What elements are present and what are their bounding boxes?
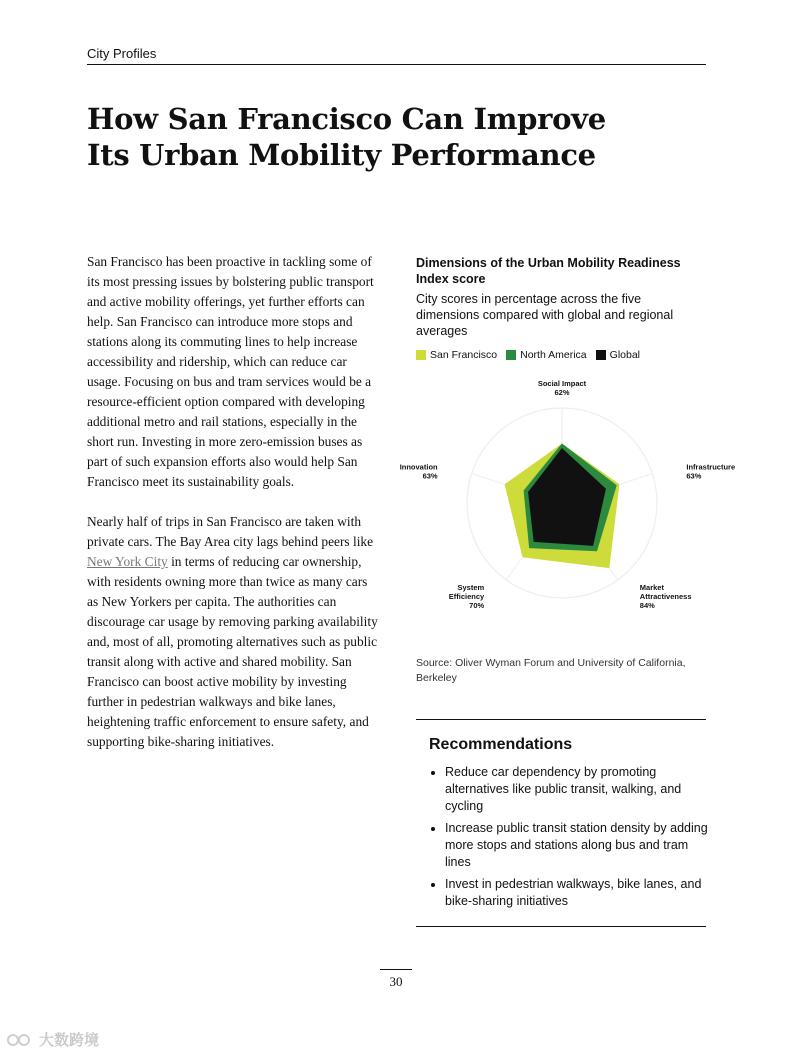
radar-category-label bbox=[449, 583, 485, 610]
radar-category-label-line: System bbox=[457, 582, 485, 592]
section-header: City Profiles bbox=[87, 46, 706, 65]
radar-category-label-line: Innovation bbox=[399, 462, 438, 472]
radar-category-label-line: Market bbox=[639, 582, 664, 592]
watermark-text: 大数跨境 bbox=[39, 1032, 100, 1049]
body-paragraph-2-tail: in terms of reducing car ownership, with residents owning more than twice as many cars as New Yorkers per capita. The authorities can discourage car usage by removing parking availability and, most of all, promoting alternatives such as public transit along with active and shared mobility. San Francisco can boost active mobility by investing further in pedestrian walkways and bike lanes, heightening traffic enforcement to ensure safety, and supporting bike-sharing initiatives. bbox=[87, 554, 378, 749]
body-paragraph-2-lead: Nearly half of trips in San Francisco are taken with private cars. The Bay Area city lags behind peers like bbox=[87, 514, 374, 549]
legend-swatch-global bbox=[596, 350, 606, 360]
radar-category-label-line: 70% bbox=[469, 600, 485, 610]
page-title-line-2: Its Urban Mobility Performance bbox=[87, 138, 596, 172]
radar-chart bbox=[399, 379, 736, 630]
watermark bbox=[6, 1029, 99, 1050]
recommendations-list bbox=[429, 764, 715, 915]
legend-item-global bbox=[596, 349, 640, 361]
recommendation-item: • Reduce car dependency by promoting alternatives like public transit, walking, and cycling bbox=[445, 764, 715, 815]
body-paragraph-1: San Francisco has been proactive in tackling some of its most pressing issues by bolstering public transport and active mobility offerings, yet further efforts can help. San Francisco can introduce more stops and stations along its commuting lines to help increase accessibility and ridership, which can reduce car usage. Focusing on bus and tram services would be a resource-efficient option compared with developing additional metro and rail stations, especially in the short run. Investing in more zero-emission buses as part of such expansion efforts also would help San Francisco meet its sustainability goals. bbox=[87, 254, 374, 489]
radar-category-label-line: 63% bbox=[686, 471, 702, 481]
legend-item-san-francisco bbox=[416, 349, 497, 361]
radar-category-label-line: Efficiency bbox=[448, 591, 485, 601]
radar-category-label bbox=[686, 463, 735, 481]
page-number: 30 bbox=[380, 969, 412, 990]
legend-swatch-san-francisco bbox=[416, 350, 426, 360]
body-text bbox=[87, 252, 379, 772]
recommendation-item: • Invest in pedestrian walkways, bike lanes, and bike-sharing initiatives bbox=[445, 876, 715, 910]
radar-category-label-line: 63% bbox=[422, 471, 438, 481]
legend-label-north-america: North America bbox=[520, 349, 587, 361]
radar-category-label-line: 84% bbox=[639, 600, 655, 610]
body-paragraph-2 bbox=[87, 512, 379, 752]
legend-label-san-francisco: San Francisco bbox=[430, 349, 498, 361]
radar-category-label bbox=[538, 379, 587, 397]
watermark-logo-icon bbox=[6, 1032, 36, 1048]
legend-swatch-north-america bbox=[506, 350, 516, 360]
chart-subtitle: City scores in percentage across the five dimensions compared with global and regional averages bbox=[416, 292, 674, 338]
recommendations-title: Recommendations bbox=[429, 736, 573, 753]
radar-category-label-line: Social Impact bbox=[537, 379, 587, 388]
recommendations-box bbox=[416, 719, 706, 927]
page-title-line-1: How San Francisco Can Improve bbox=[87, 102, 606, 136]
legend-label-global: Global bbox=[609, 349, 641, 361]
chart-title: Dimensions of the Urban Mobility Readiness Index score bbox=[416, 256, 681, 286]
radar-category-label-line: Attractiveness bbox=[639, 591, 692, 601]
radar-category-label-line: Infrastructure bbox=[686, 462, 736, 472]
chart-source: Source: Oliver Wyman Forum and University of California, Berkeley bbox=[416, 657, 686, 684]
page-title bbox=[87, 101, 647, 173]
legend-item-north-america bbox=[506, 349, 587, 361]
radar-category-label-line: 62% bbox=[554, 388, 570, 397]
new-york-city-link[interactable]: New York City bbox=[87, 554, 168, 569]
chart-legend bbox=[416, 349, 640, 361]
recommendation-item: • Increase public transit station density by adding more stops and stations along bus and tram lines bbox=[445, 820, 715, 871]
radar-category-label bbox=[400, 463, 438, 481]
radar-category-label bbox=[640, 583, 692, 610]
